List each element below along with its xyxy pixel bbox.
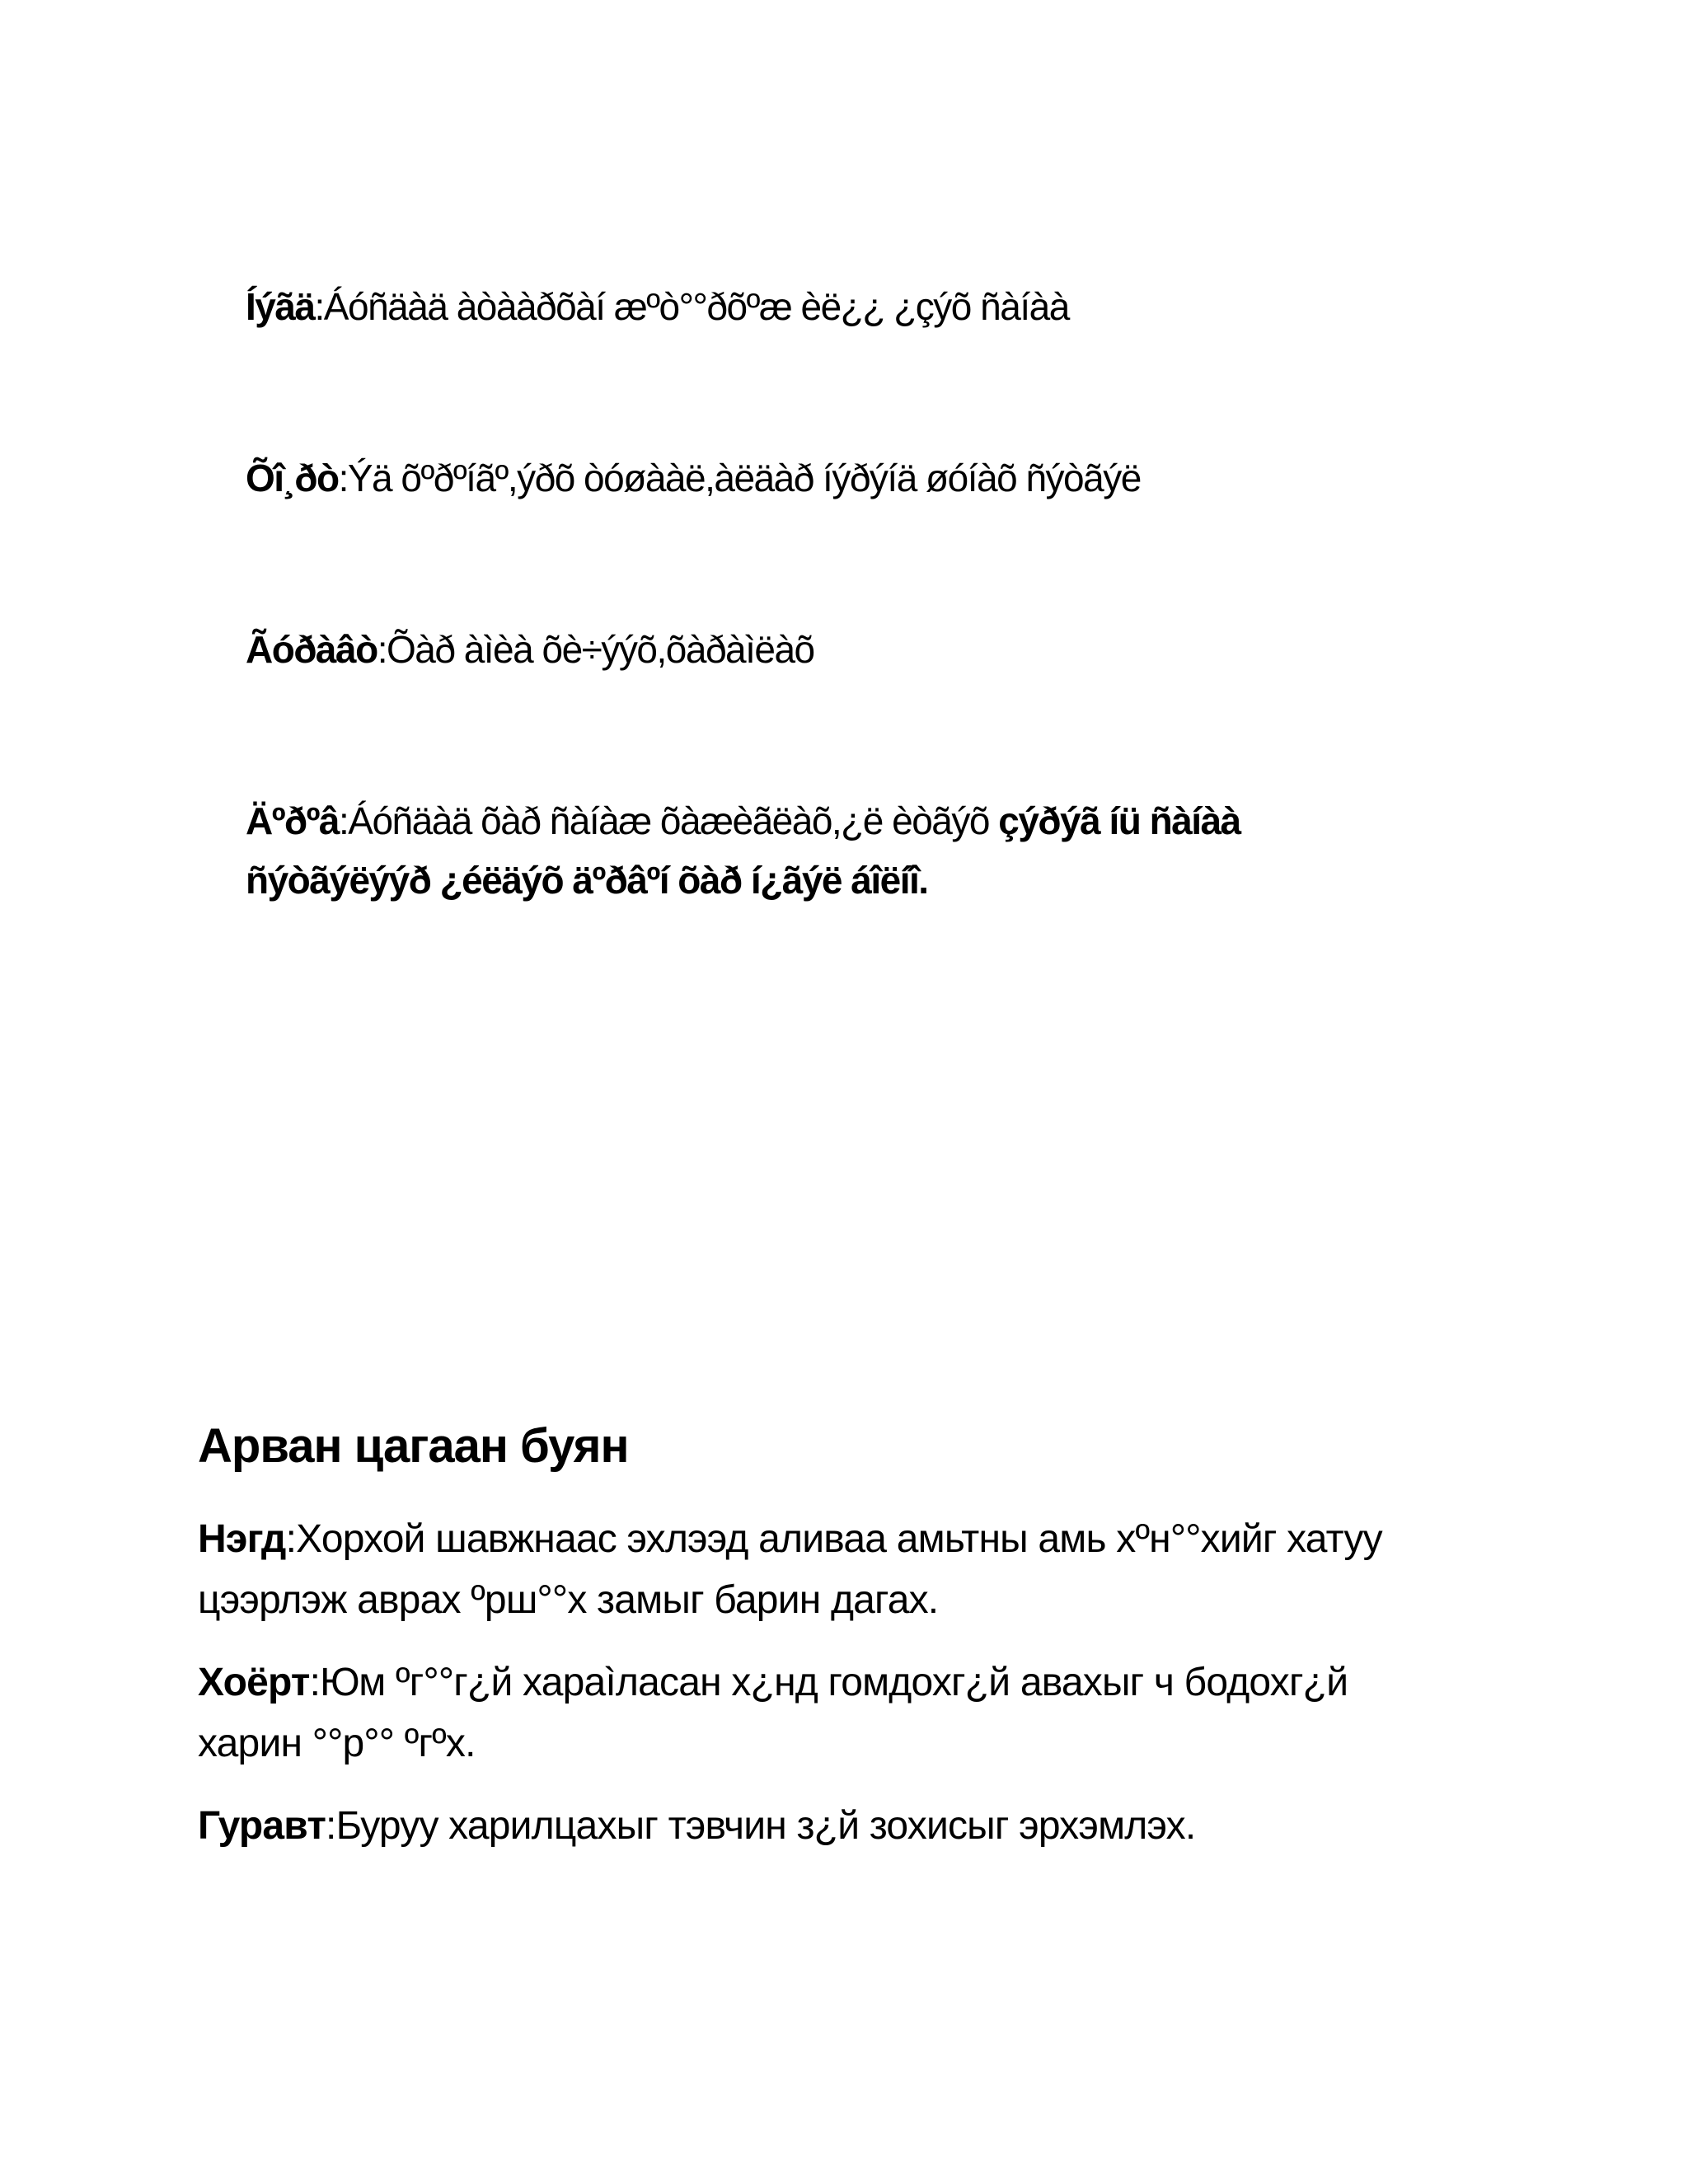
section-title: Арван цагаан буян <box>198 1419 629 1473</box>
paragraph-heading: Õî¸ðò <box>246 457 339 499</box>
paragraph-line <box>198 1652 1348 1713</box>
paragraph-text: :Хорхой шавжнаас эхлээд аливаа амьтны амь хºн°°хийг хатуу <box>285 1517 1382 1561</box>
paragraph-text: :Ýä õºðºíãº,ýðõ òóøààë,àëäàð íýðýíä øóíàõ ñýòãýë <box>338 457 1141 499</box>
paragraph-heading: Гуравт <box>198 1804 326 1848</box>
paragraph-text: :Буруу харилцахыг тэвчин з¿й зохисыг эрхэмлэх. <box>326 1804 1196 1848</box>
paragraph-second <box>246 448 1141 508</box>
paragraph-line: цээрлэж аврах ºрш°°х замыг барин дагах. <box>198 1578 939 1622</box>
paragraph-text: :Áóñäàä àòààðõàí æºò°°ðõºæ èë¿¿ ¿çýõ ñàíàà <box>314 285 1069 328</box>
paragraph-fourth <box>246 791 1240 910</box>
paragraph-text: :Юм ºг°°г¿й хараìласан х¿нд гомдохг¿й авахыг ч бодохг¿й <box>309 1661 1348 1704</box>
paragraph-heading: Ãóðàâò <box>246 628 377 671</box>
paragraph-heading: Íýãä <box>246 285 315 328</box>
paragraph-heading: Äºðºâ <box>246 799 340 842</box>
paragraph-heading: Хоёрт <box>198 1661 310 1704</box>
paragraph-text: :Áóñäàä õàð ñàíàæ õàæèãëàõ,¿ë èòãýõ <box>339 799 999 842</box>
paragraph-third <box>246 620 814 679</box>
paragraph-line <box>198 1796 1195 1857</box>
paragraph-first <box>246 277 1069 336</box>
paragraph-second-virtue <box>198 1652 1348 1774</box>
paragraph-bold-text: çýðýã íü ñàíàà <box>998 799 1240 842</box>
paragraph-bold-line: ñýòãýëýýð ¿éëäýõ äºðâºí õàð í¿ãýë áîëíî. <box>246 859 928 902</box>
paragraph-heading: Нэгд <box>198 1517 286 1561</box>
paragraph-text: :Õàð àìèà õè÷ýýõ,õàðàìëàõ <box>377 628 814 671</box>
paragraph-line <box>198 1509 1382 1570</box>
paragraph-third-virtue <box>198 1796 1195 1857</box>
paragraph-first-virtue <box>198 1509 1382 1631</box>
paragraph-line: харин °°р°° ºгºх. <box>198 1722 476 1765</box>
paragraph-line <box>246 791 1240 851</box>
